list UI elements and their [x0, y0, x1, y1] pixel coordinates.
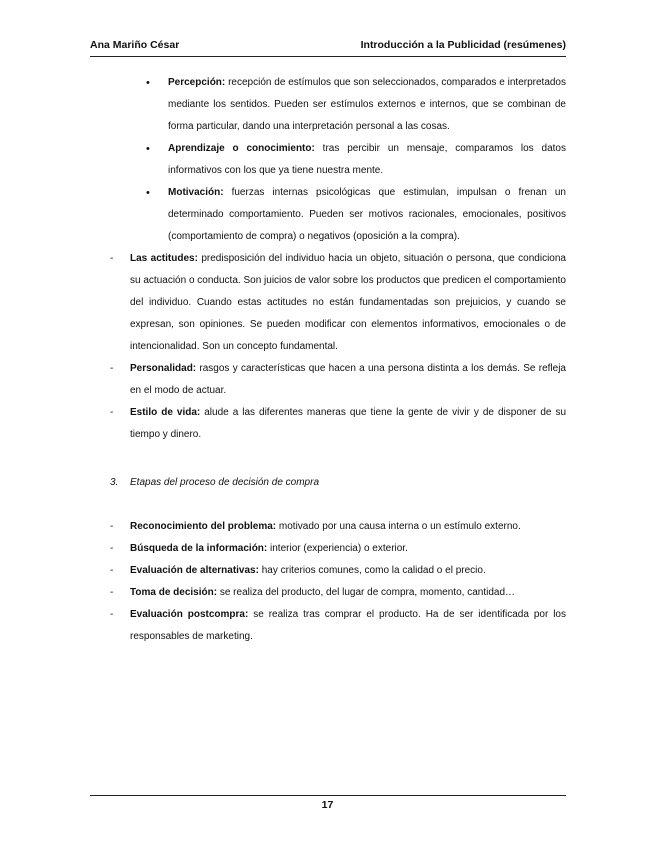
- bullet-icon: •: [146, 77, 150, 89]
- bullet-text: tras percibir un mensaje, comparamos los datos informativos con los que ya tiene nuestra mente.: [168, 143, 566, 176]
- factor-text: predisposición del individuo hacia un objeto, situación o persona, que condiciona su actuación o conducta. Son juicios de valor sobre los productos que predicen el comportamiento del individuo. Cuando estas actitudes no están fundamentadas son prejuicios, y cuando se expresan, son opiniones. Se pueden modificar con elementos informativos, emocionales o de intencionalidad. Son un concepto fundamental.: [130, 253, 566, 352]
- dash-icon: -: [110, 565, 114, 576]
- factor-text: rasgos y características que hacen a una persona distinta a los demás. Se refleja en el modo de actuar.: [130, 363, 566, 396]
- page-number: 17: [321, 799, 334, 811]
- stage-text: motivado por una causa interna o un estímulo externo.: [276, 521, 521, 532]
- stage-text: se realiza del producto, del lugar de compra, momento, cantidad…: [217, 587, 516, 598]
- bullet-term: Aprendizaje o conocimiento:: [168, 143, 315, 154]
- dash-icon: -: [110, 543, 114, 554]
- stage-text: se realiza tras comprar el producto. Ha de ser identificada por los responsables de marketing.: [130, 609, 566, 642]
- footer-divider: [90, 795, 566, 796]
- header-title: Introducción a la Publicidad (resúmenes): [360, 39, 566, 51]
- dash-icon: -: [110, 253, 114, 264]
- section-heading: [90, 472, 566, 494]
- stage-term: Evaluación postcompra:: [130, 609, 249, 620]
- stage-text: hay criterios comunes, como la calidad o el precio.: [258, 565, 486, 576]
- dash-icon: -: [110, 587, 114, 598]
- page-body: [90, 72, 566, 648]
- bullet-item: [90, 138, 566, 182]
- bullet-text: recepción de estímulos que son seleccionados, comparados e interpretados mediante los sentidos. Pueden ser estímulos externos e internos, que se combinan de forma particular, dando una interpretación personal a las cosas.: [168, 77, 566, 132]
- spacer: [90, 446, 566, 460]
- factor-term: Personalidad:: [130, 363, 197, 374]
- dash-icon: -: [110, 609, 114, 620]
- dash-icon: -: [110, 407, 114, 418]
- bullet-icon: •: [146, 187, 150, 199]
- stage-term: Evaluación de alternativas:: [130, 565, 259, 576]
- stage-item: [90, 538, 566, 560]
- stage-term: Reconocimiento del problema:: [130, 521, 277, 532]
- header-author: Ana Mariño César: [90, 39, 180, 51]
- page-header: [90, 38, 566, 57]
- stage-term: Búsqueda de la información:: [130, 543, 268, 554]
- bullet-term: Percepción:: [168, 77, 226, 88]
- factor-item: [90, 358, 566, 402]
- bullet-item: [90, 72, 566, 138]
- stage-item: [90, 560, 566, 582]
- factor-item: [90, 402, 566, 446]
- stage-item: [90, 604, 566, 648]
- factor-term: Estilo de vida:: [130, 407, 201, 418]
- stage-item: [90, 516, 566, 538]
- section-number: 3.: [110, 477, 119, 488]
- bullet-text: fuerzas internas psicológicas que estimulan, impulsan o frenan un determinado comportamiento. Pueden ser motivos racionales, emocionales, positivos (comportamiento de compra) o negativos (oposición a la compra).: [168, 187, 566, 242]
- bullet-icon: •: [146, 143, 150, 155]
- section-title: Etapas del proceso de decisión de compra: [130, 477, 320, 488]
- dash-icon: -: [110, 521, 114, 532]
- factor-term: Las actitudes:: [130, 253, 198, 264]
- factor-item: [90, 248, 566, 358]
- stage-text: interior (experiencia) o exterior.: [267, 543, 408, 554]
- stage-term: Toma de decisión:: [130, 587, 218, 598]
- bullet-term: Motivación:: [168, 187, 224, 198]
- dash-icon: -: [110, 363, 114, 374]
- stage-item: [90, 582, 566, 604]
- bullet-item: [90, 182, 566, 248]
- factor-text: alude a las diferentes maneras que tiene la gente de vivir y de disponer de su tiempo y dinero.: [130, 407, 567, 440]
